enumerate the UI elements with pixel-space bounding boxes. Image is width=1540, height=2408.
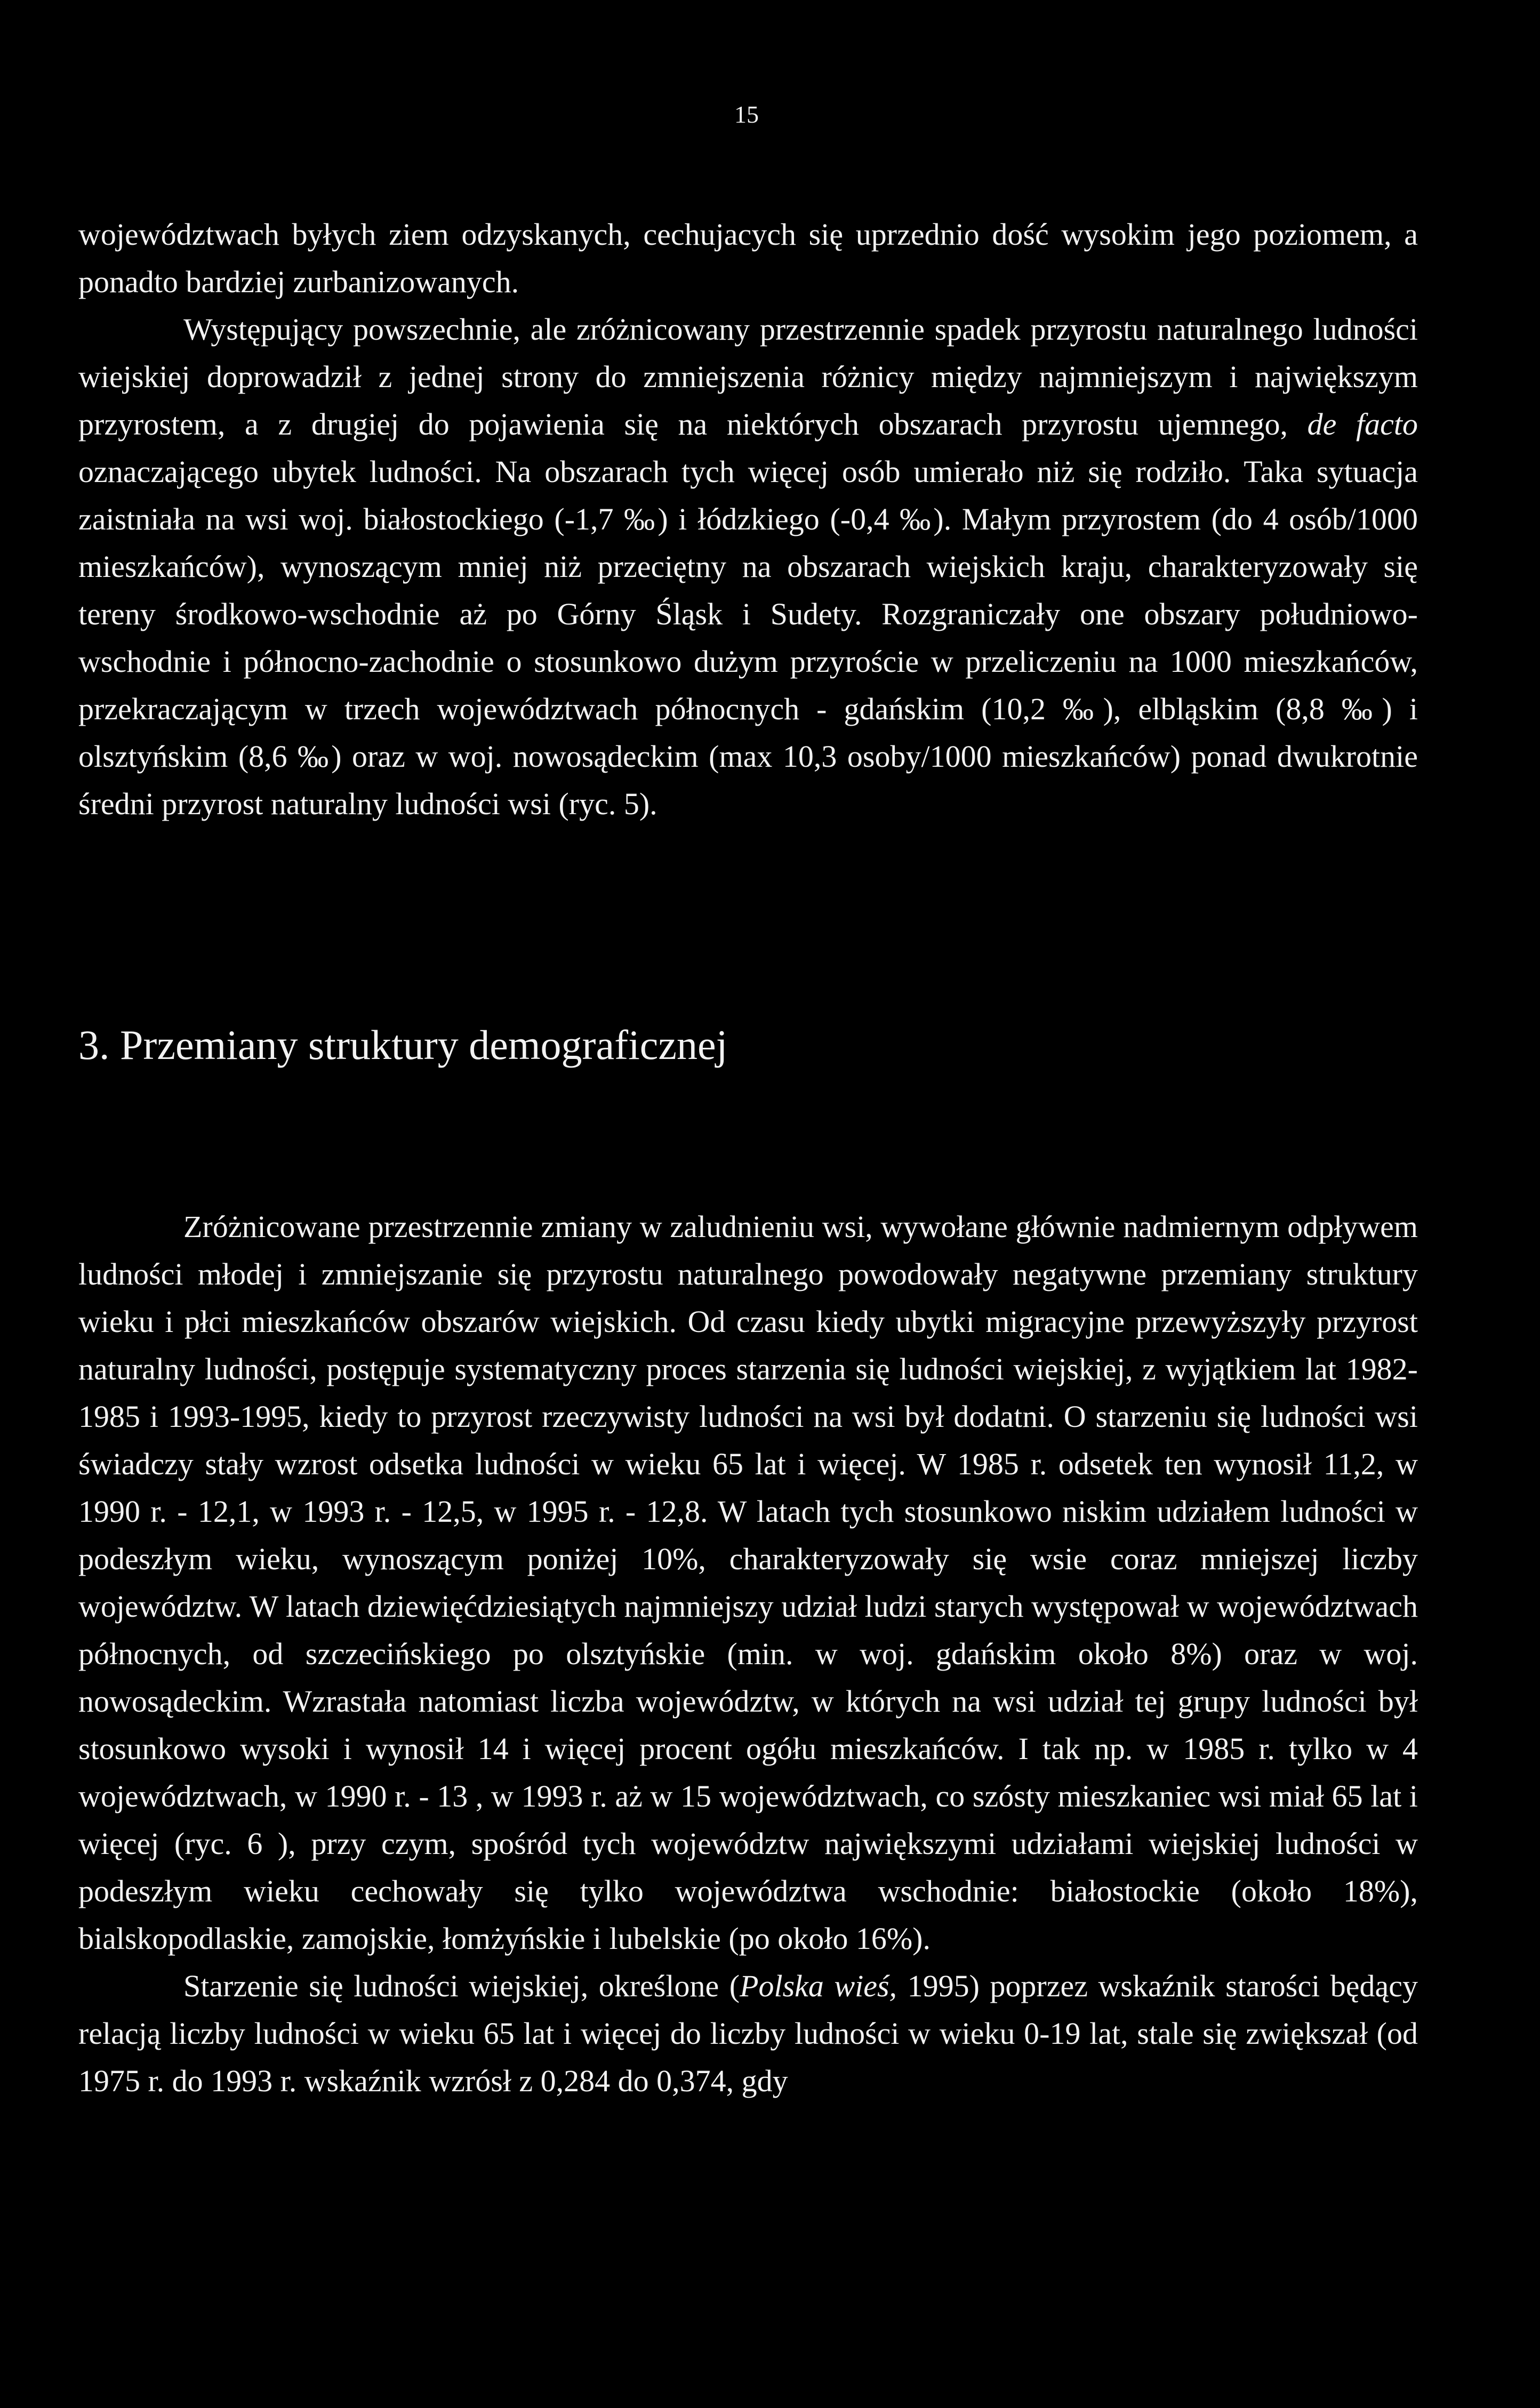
section-1-text [78, 211, 1418, 828]
italic-citation: Polska wieś, [740, 1969, 897, 2003]
paragraph-text: Występujący powszechnie, ale zróżnicowany przestrzennie spadek przyrostu naturalnego ludności wiejskiej doprowadził z jednej strony do zmniejszenia różnicy między najmniejszym i największym przyrostem, a z drugiej do pojawienia się na niektórych obszarach przyrostu ujemnego, [78, 312, 1418, 442]
paragraph-text: oznaczającego ubytek ludności. Na obszarach tych więcej osób umierało niż się rodziło. Taka sytuacja zaistniała na wsi woj. białostockiego (-1,7 ‰) i łódzkiego (-0,4 ‰). Małym przyrostem (do 4 osób/1000 mieszkańców), wynoszącym mniej niż przeciętny na obszarach wiejskich kraju, charakteryzowały się tereny środkowo-wschodnie aż po Górny Śląsk i Sudety. Rozgraniczały one obszary południowo-wschodnie i północno-zachodnie o stosunkowo dużym przyroście w przeliczeniu na 1000 mieszkańców, przekraczającym w trzech województwach północnych - gdańskim (10,2 ‰), elbląskim (8,8 ‰) i olsztyńskim (8,6 ‰) oraz w woj. nowosądeckim (max 10,3 osoby/1000 mieszkańców) ponad dwukrotnie średni przyrost naturalny ludności wsi (ryc. 5). [78, 454, 1418, 821]
paragraph-ageing-index [78, 1962, 1418, 2105]
section-heading: 3. Przemiany struktury demograficznej [78, 1022, 728, 1068]
paragraph-demographic-structure: Zróżnicowane przestrzennie zmiany w zaludnieniu wsi, wywołane głównie nadmiernym odpływem ludności młodej i zmniejszanie się przyrostu naturalnego powodowały negatywne przemiany struktury wieku i płci mieszkańców obszarów wiejskich. Od czasu kiedy ubytki migracyjne przewyższyły przyrost naturalny ludności, postępuje systematyczny proces starzenia się ludności wiejskiej, z wyjątkiem lat 1982-1985 i 1993-1995, kiedy to przyrost rzeczywisty ludności na wsi był dodatni. O starzeniu się ludności wsi świadczy stały wzrost odsetka ludności w wieku 65 lat i więcej. W 1985 r. odsetek ten wynosił 11,2, w 1990 r. - 12,1, w 1993 r. - 12,5, w 1995 r. - 12,8. W latach tych stosunkowo niskim udziałem ludności w podeszłym wieku, wynoszącym poniżej 10%, charakteryzowały się wsie coraz mniejszej liczby województw. W latach dziewięćdziesiątych najmniejszy udział ludzi starych występował w województwach północnych, od szczecińskiego po olsztyńskie (min. w woj. gdańskim około 8%) oraz w woj. nowosądeckim. Wzrastała natomiast liczba województw, w których na wsi udział tej grupy ludności był stosunkowo wysoki i wynosił 14 i więcej procent ogółu mieszkańców. I tak np. w 1985 r. tylko w 4 województwach, w 1990 r. - 13 , w 1993 r. aż w 15 województwach, co szósty mieszkaniec wsi miał 65 lat i więcej (ryc. 6 ), przy czym, spośród tych województw największymi udziałami wiejskiej ludności w podeszłym wieku cechowały się tylko województwa wschodnie: białostockie (około 18%), bialskopodlaskie, zamojskie, łomżyńskie i lubelskie (po około 16%). [78, 1209, 1418, 1956]
paragraph-text: Starzenie się ludności wiejskiej, określone ( [183, 1969, 740, 2003]
paragraph-continued: województwach byłych ziem odzyskanych, cechujacych się uprzednio dość wysokim jego poziomem, a ponadto bardziej zurbanizowanych. [78, 217, 1418, 299]
section-2-text [78, 1203, 1418, 2105]
page-number: 15 [734, 101, 759, 128]
italic-term: de facto [1307, 407, 1418, 442]
paragraph-population-growth [78, 306, 1418, 828]
paragraph-text: 1995) poprzez wskaźnik starości będący relacją liczby ludności w wieku 65 lat i więcej do liczby ludności w wieku 0-19 lat, stale się zwiększał (od 1975 r. do 1993 r. wskaźnik wzrósł z 0,284 do 0,374, gdy [78, 1969, 1418, 2098]
